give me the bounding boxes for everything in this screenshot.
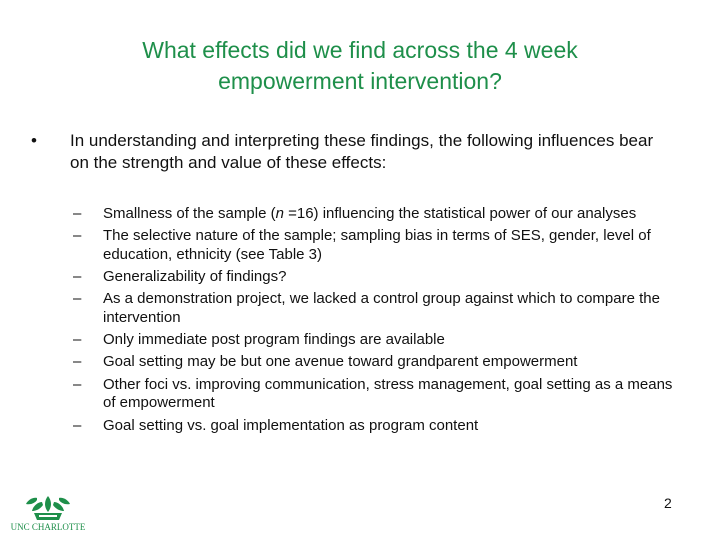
logo-text: UNC CHARLOTTE [10,522,86,532]
dash-icon: – [73,205,82,222]
sub-bullet-text: Other foci vs. improving communication, stress management, goal setting as a means of empowerment [103,375,673,412]
sub-bullet-text: Goal setting may be but one avenue toward grandparent empowerment [103,353,578,371]
dash-icon: – [73,331,82,349]
sub-bullet-item [73,205,683,224]
sub-bullet-text-after: =16) influencing the statistical power of our analyses [283,205,637,222]
dash-icon: – [73,290,82,308]
dash-icon: – [73,268,82,286]
sub-bullet-text: Only immediate post program findings are available [103,331,445,349]
main-bullet [31,130,671,174]
sub-bullet-text: The selective nature of the sample; sampling bias in terms of SES, gender, level of education, ethnicity (see Table 3) [103,227,651,263]
crown-leaf-icon [2,492,94,524]
slide-title [60,35,660,97]
sub-bullet-item [73,227,683,264]
dash-icon: – [73,375,82,393]
main-bullet-text: In understanding and interpreting these findings, the following influences bear on the strength and value of these effects: [70,131,654,172]
page-number: 2 [664,495,672,511]
slide-title-line-1: What effects did we find across the 4 week [142,37,578,63]
sub-bullet-item [73,353,683,372]
unc-charlotte-logo [2,492,94,536]
sub-bullet-item [73,290,683,327]
dash-icon: – [73,227,82,245]
sample-size-variable: n [275,205,284,222]
sub-bullet-text: As a demonstration project, we lacked a control group against which to compare the intervention [103,290,660,326]
sub-bullet-item [73,417,683,436]
dash-icon: – [73,353,82,371]
sub-bullet-item [73,331,683,350]
dash-icon: – [73,416,82,434]
slide-title-line-2: empowerment intervention? [218,68,502,94]
sub-bullet-item [73,376,683,413]
sub-bullet-text-before: Smallness of the sample ( [103,205,276,222]
sub-bullet-text: Goal setting vs. goal implementation as program content [103,416,479,434]
bullet-dot-icon: • [31,131,37,150]
sub-bullet-item [73,268,683,287]
sub-bullet-text: Generalizability of findings? [103,268,287,286]
sub-bullet-list [73,205,683,439]
